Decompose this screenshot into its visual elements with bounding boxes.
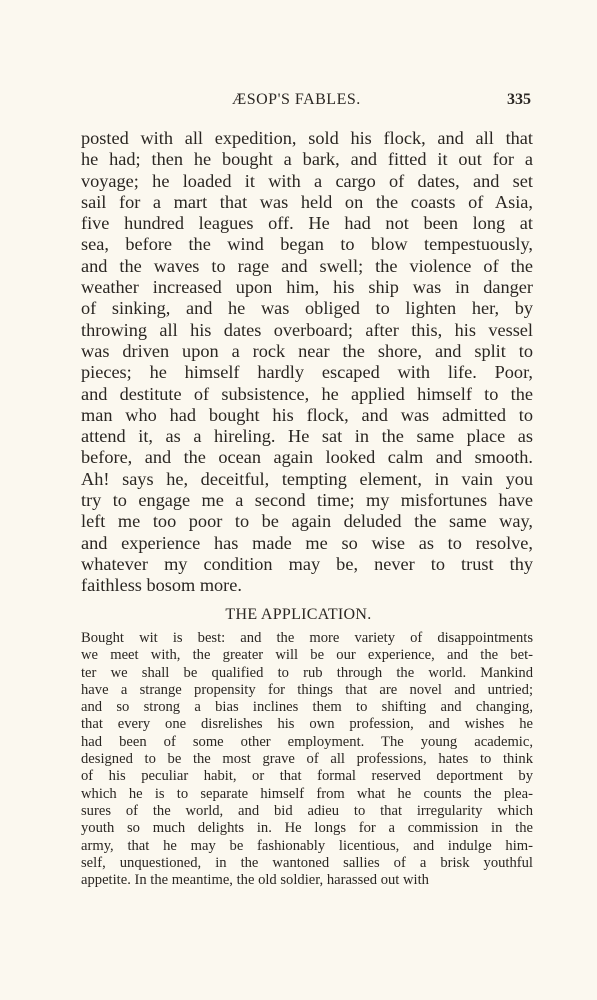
page-header <box>0 91 597 113</box>
text-line: throwing all his dates overboard; after this, his vessel <box>81 319 533 340</box>
application-line: have a strange propensity for things that are novel and untried; <box>81 681 533 698</box>
application-line: youth so much delights in. He longs for a commission in the <box>81 820 533 837</box>
text-line: sail for a mart that was held on the coasts of Asia, <box>81 191 533 212</box>
text-line: he had; then he bought a bark, and fitted it out for a <box>81 149 533 170</box>
application-line: of his peculiar habit, or that formal reserved deportment by <box>81 768 533 785</box>
text-line: and destitute of subsistence, he applied himself to the <box>81 383 533 404</box>
application-line: self, unquestioned, in the wantoned sallies of a brisk youthful <box>81 854 533 871</box>
text-line: of sinking, and he was obliged to lighten her, by <box>81 298 533 319</box>
application-text <box>81 630 533 889</box>
text-line: pieces; he himself hardly escaped with life. Poor, <box>81 362 533 383</box>
text-line: whatever my condition may be, never to trust thy <box>81 553 533 574</box>
application-line: sures of the world, and bid adieu to that irregularity which <box>81 802 533 819</box>
text-line: voyage; he loaded it with a cargo of dates, and set <box>81 170 533 191</box>
application-line: army, that he may be fashionably licentious, and indulge him- <box>81 837 533 854</box>
text-line: and the waves to rage and swell; the violence of the <box>81 255 533 276</box>
application-heading: THE APPLICATION. <box>225 606 372 623</box>
text-line: attend it, as a hireling. He sat in the same place as <box>81 426 533 447</box>
application-line: Bought wit is best: and the more variety of disappointments <box>81 630 533 646</box>
application-line: and so strong a bias inclines them to shifting and changing, <box>81 699 533 716</box>
text-line: Ah! says he, deceitful, tempting element, in vain you <box>81 468 533 489</box>
text-line: and experience has made me so wise as to resolve, <box>81 532 533 553</box>
application-line: that every one disrelishes his own profession, and wishes he <box>81 716 533 733</box>
application-line: designed to be the most grave of all professions, hates to think <box>81 751 533 768</box>
text-line: try to engage me a second time; my misfortunes have <box>81 490 533 511</box>
text-line: five hundred leagues off. He had not been long at <box>81 213 533 234</box>
fable-text <box>81 128 533 597</box>
text-line: left me too poor to be again deluded the same way, <box>81 511 533 532</box>
application-line: had been of some other employment. The young academic, <box>81 733 533 750</box>
application-line: appetite. In the meantime, the old soldier, harassed out with <box>81 872 429 889</box>
text-line: posted with all expedition, sold his flock, and all that <box>81 128 533 148</box>
application-line: we meet with, the greater will be our experience, and the bet- <box>81 647 533 664</box>
text-line: was driven upon a rock near the shore, and split to <box>81 340 533 361</box>
text-line: weather increased upon him, his ship was in danger <box>81 277 533 298</box>
text-line: before, and the ocean again looked calm and smooth. <box>81 447 533 468</box>
text-line: sea, before the wind began to blow tempestuously, <box>81 234 533 255</box>
application-line: which he is to separate himself from what he counts the plea- <box>81 785 533 802</box>
running-title: ÆSOP'S FABLES. <box>232 91 361 108</box>
application-line: ter we shall be qualified to rub through the world. Mankind <box>81 664 533 681</box>
text-line: man who had bought his flock, and was admitted to <box>81 404 533 425</box>
page-number: 335 <box>507 91 531 108</box>
text-line: faithless bosom more. <box>81 575 242 596</box>
